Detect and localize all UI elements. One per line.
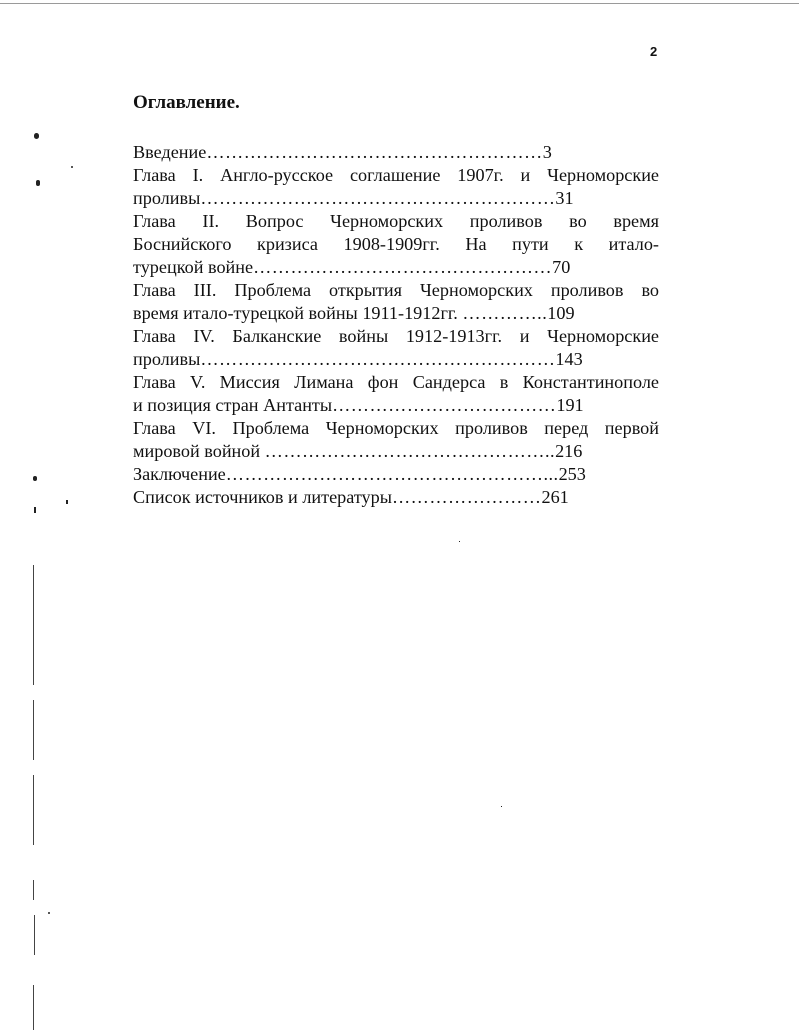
toc-line-text: Введение — [133, 142, 207, 162]
toc-page-number: 31 — [555, 188, 574, 208]
toc-line — [133, 302, 659, 325]
scan-margin-line — [33, 565, 34, 685]
toc-line-text: Боснийского кризиса 1908-1909гг. На пути к итало- — [133, 234, 659, 254]
toc-entry — [133, 463, 659, 486]
scan-speck — [48, 912, 50, 914]
toc-leader-dots: ……………………………………….. — [264, 441, 556, 461]
toc-line — [133, 325, 659, 348]
toc-page-number: 216 — [555, 441, 583, 461]
toc-entry — [133, 417, 659, 463]
toc-line-text: Список источников и литературы — [133, 487, 392, 507]
toc-page-number: 109 — [547, 303, 575, 323]
toc-title: Оглавление. — [133, 92, 240, 113]
scan-margin-line — [33, 775, 34, 845]
toc-line-text: время итало-турецкой войны 1911-1912гг. — [133, 303, 463, 323]
scan-margin-line — [33, 700, 34, 760]
toc-page-number: 70 — [552, 257, 571, 277]
toc-line-text: Глава III. Проблема открытия Черноморских проливов во — [133, 280, 659, 300]
toc-line — [133, 141, 659, 164]
toc-line-text: Глава II. Вопрос Черноморских проливов во время — [133, 211, 659, 231]
scan-speck — [36, 180, 40, 186]
toc-page-number: 253 — [558, 464, 586, 484]
toc-leader-dots: ………….. — [462, 303, 548, 323]
toc-entry — [133, 141, 659, 164]
toc-line — [133, 210, 659, 233]
toc-line — [133, 486, 659, 509]
toc-line-text: Глава I. Англо-русское соглашение 1907г. и Черноморские — [133, 165, 659, 185]
toc-line-text: Заключение — [133, 464, 226, 484]
toc-page-number: 261 — [541, 487, 569, 507]
toc-entry — [133, 325, 659, 371]
toc-line — [133, 463, 659, 486]
toc-line-text: проливы — [133, 188, 201, 208]
toc-leader-dots: ………………………………………… — [253, 257, 553, 277]
scan-speck — [34, 133, 39, 139]
scan-speck — [71, 166, 73, 168]
toc-entry — [133, 486, 659, 509]
toc-leader-dots: ……………………………… — [332, 395, 557, 415]
scan-speck — [459, 541, 460, 542]
toc-line-text: и позиция стран Антанты — [133, 395, 333, 415]
page-number: 2 — [650, 44, 658, 59]
toc-entry — [133, 210, 659, 279]
toc-entries — [133, 141, 659, 509]
toc-line — [133, 187, 659, 210]
scan-speck — [66, 500, 68, 504]
toc-leader-dots: …………………… — [391, 487, 542, 507]
toc-line-text: Глава VI. Проблема Черноморских проливов перед первой — [133, 418, 659, 438]
table-of-contents — [133, 88, 659, 509]
toc-leader-dots: ……………………………………………... — [225, 464, 559, 484]
toc-line-text: мировой войной — [133, 441, 265, 461]
toc-line — [133, 440, 659, 463]
toc-line — [133, 233, 659, 256]
toc-line-text: Глава V. Миссия Лимана фон Сандерса в Константинополе — [133, 372, 659, 392]
toc-page-number: 3 — [542, 142, 552, 162]
scan-speck — [34, 507, 36, 513]
toc-leader-dots: ……………………………………………… — [206, 142, 543, 162]
toc-line — [133, 348, 659, 371]
scan-speck — [501, 806, 502, 807]
scan-speck — [33, 476, 37, 481]
toc-leader-dots: ………………………………………………… — [200, 349, 556, 369]
toc-line-text: турецкой войне — [133, 257, 254, 277]
toc-leader-dots: ………………………………………………… — [200, 188, 556, 208]
toc-line — [133, 371, 659, 394]
scan-margin-line — [34, 915, 35, 955]
toc-entry — [133, 164, 659, 210]
toc-line-text: проливы — [133, 349, 201, 369]
toc-entry — [133, 279, 659, 325]
scan-margin-line — [33, 880, 34, 900]
scan-top-edge — [0, 3, 799, 4]
toc-page-number: 143 — [555, 349, 583, 369]
toc-line — [133, 394, 659, 417]
toc-line — [133, 256, 659, 279]
toc-entry — [133, 371, 659, 417]
toc-line — [133, 164, 659, 187]
toc-page-number: 191 — [556, 395, 584, 415]
toc-line — [133, 279, 659, 302]
toc-line-text: Глава IV. Балканские войны 1912-1913гг. и Черноморские — [133, 326, 659, 346]
toc-line — [133, 417, 659, 440]
scan-margin-line — [33, 985, 34, 1030]
